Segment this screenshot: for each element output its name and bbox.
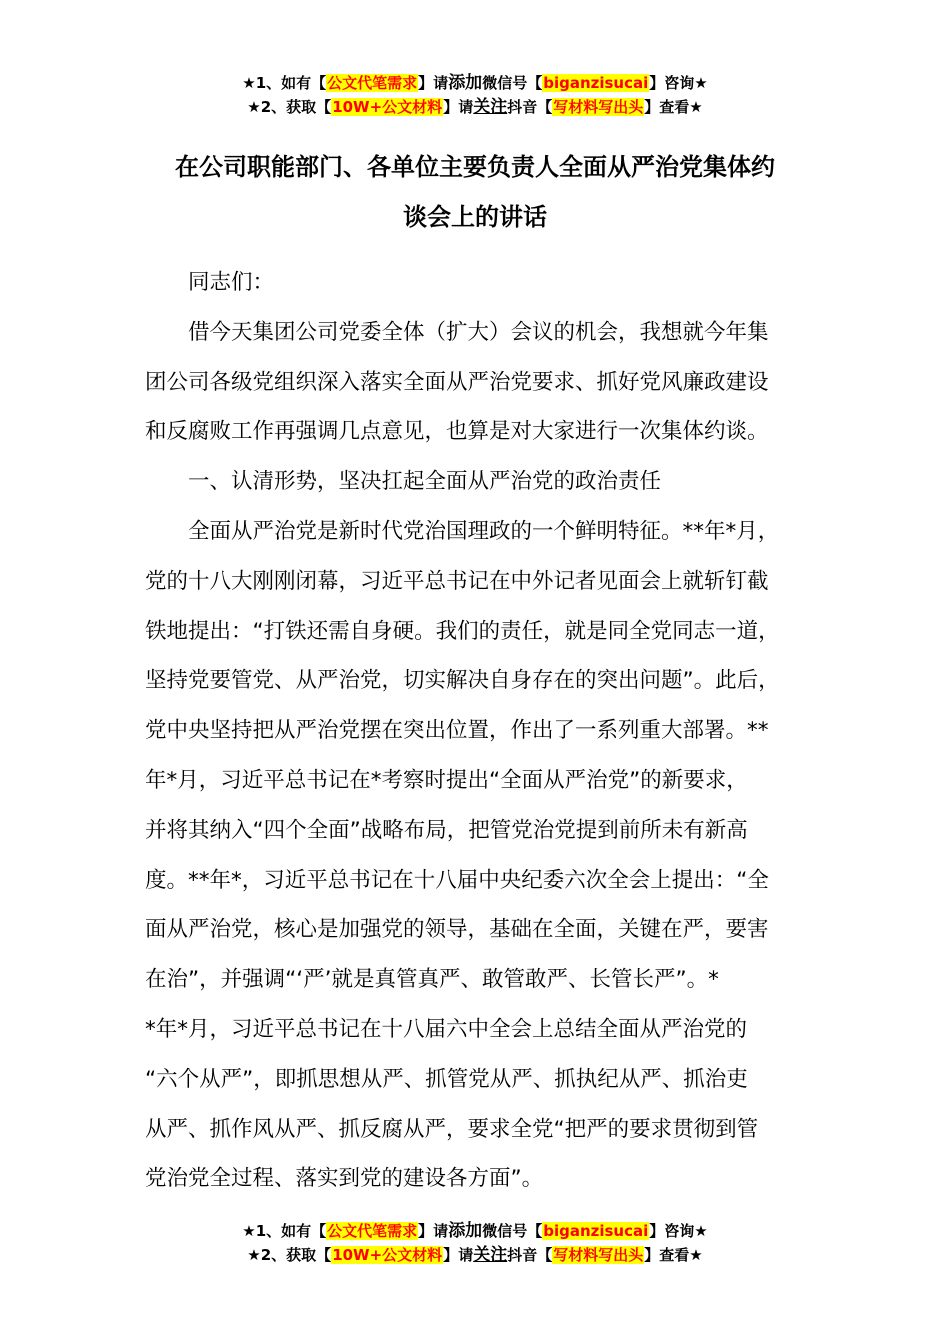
ad-line-1	[0, 1219, 950, 1243]
text-line: 团公司各级党组织深入落实全面从严治党要求、抓好党风廉政建设	[145, 369, 769, 395]
text-line: 和反腐败工作再强调几点意见，也算是对大家进行一次集体约谈。	[145, 419, 769, 445]
ad-douyin-id: 写材料写出头	[553, 98, 644, 116]
ad-highlight: 10W+公文材料	[332, 98, 443, 116]
top-ad-banner	[0, 71, 950, 119]
document-title	[0, 142, 950, 242]
title-line-1: 在公司职能部门、各单位主要负责人全面从严治党集体约	[175, 153, 775, 181]
ad-text: 】请	[418, 74, 449, 92]
text-line: 铁地提出：“打铁还需自身硬。我们的责任，就是同全党同志一道，	[145, 618, 780, 644]
ad-text: ★1、如有【	[242, 74, 327, 92]
text-line: 党治党全过程、落实到党的建设各方面”。	[145, 1166, 544, 1192]
ad-text: ★2、获取【	[247, 1246, 332, 1264]
paragraph-2	[145, 507, 825, 1204]
ad-text: 】请	[443, 1246, 474, 1264]
text-line: 全面从严治党是新时代党治国理政的一个鲜明特征。**年*月，	[188, 518, 780, 544]
ad-emphasis: 添加	[448, 1221, 483, 1241]
ad-highlight: 10W+公文材料	[332, 1246, 443, 1264]
ad-text: 抖音【	[507, 98, 553, 116]
paragraph-1	[145, 308, 825, 457]
ad-highlight: 公文代笔需求	[327, 74, 418, 92]
ad-text: 抖音【	[507, 1246, 553, 1264]
ad-text: 微信号【	[482, 1222, 543, 1240]
ad-line-2	[0, 95, 950, 119]
ad-text: ★2、获取【	[247, 98, 332, 116]
ad-text: 】咨询★	[649, 74, 708, 92]
ad-line-1	[0, 71, 950, 95]
ad-emphasis: 关注	[473, 97, 508, 117]
ad-text: 】请	[418, 1222, 449, 1240]
text-line: 并将其纳入“四个全面”战略布局，把管党治党提到前所未有新高	[145, 817, 748, 843]
ad-douyin-id: 写材料写出头	[553, 1246, 644, 1264]
bottom-ad-banner	[0, 1219, 950, 1267]
text-line: 坚持党要管党、从严治党，切实解决自身存在的突出问题”。此后，	[145, 668, 780, 694]
ad-text: ★1、如有【	[242, 1222, 327, 1240]
ad-wechat-id: biganzisucai	[543, 74, 649, 92]
ad-emphasis: 关注	[473, 1245, 508, 1265]
section-heading-1: 一、认清形势，坚决扛起全面从严治党的政治责任	[188, 469, 662, 495]
text-line: *年*月，习近平总书记在十八届六中全会上总结全面从严治党的	[145, 1016, 748, 1042]
title-line-2: 谈会上的讲话	[403, 203, 547, 231]
text-line: 从严、抓作风从严、抓反腐从严，要求全党“把严的要求贯彻到管	[145, 1116, 759, 1142]
ad-emphasis: 添加	[448, 73, 483, 93]
text-line: “六个从严”，即抓思想从严、抓管党从严、抓执纪从严、抓治吏	[145, 1066, 748, 1092]
greeting: 同志们：	[188, 270, 275, 295]
text-line: 借今天集团公司党委全体（扩大）会议的机会，我想就今年集	[188, 319, 769, 345]
text-line: 在治”，并强调“‘严’就是真管真严、敢管敢严、长管长严”。*	[145, 967, 719, 993]
ad-highlight: 公文代笔需求	[327, 1222, 418, 1240]
text-line: 党的十八大刚刚闭幕，习近平总书记在中外记者见面会上就斩钉截	[145, 568, 769, 594]
ad-text: 微信号【	[482, 74, 543, 92]
ad-text: 】咨询★	[649, 1222, 708, 1240]
text-line: 面从严治党，核心是加强党的领导，基础在全面，关键在严，要害	[145, 917, 769, 943]
ad-text: 】查看★	[644, 98, 703, 116]
ad-wechat-id: biganzisucai	[543, 1222, 649, 1240]
ad-line-2	[0, 1243, 950, 1267]
text-line: 年*月，习近平总书记在*考察时提出“全面从严治党”的新要求，	[145, 767, 748, 793]
ad-text: 】查看★	[644, 1246, 703, 1264]
document-body	[145, 258, 825, 1204]
ad-text: 】请	[443, 98, 474, 116]
text-line: 党中央坚持把从严治党摆在突出位置，作出了一系列重大部署。**	[145, 718, 769, 744]
text-line: 度。**年*，习近平总书记在十八届中央纪委六次全会上提出：“全	[145, 867, 769, 893]
